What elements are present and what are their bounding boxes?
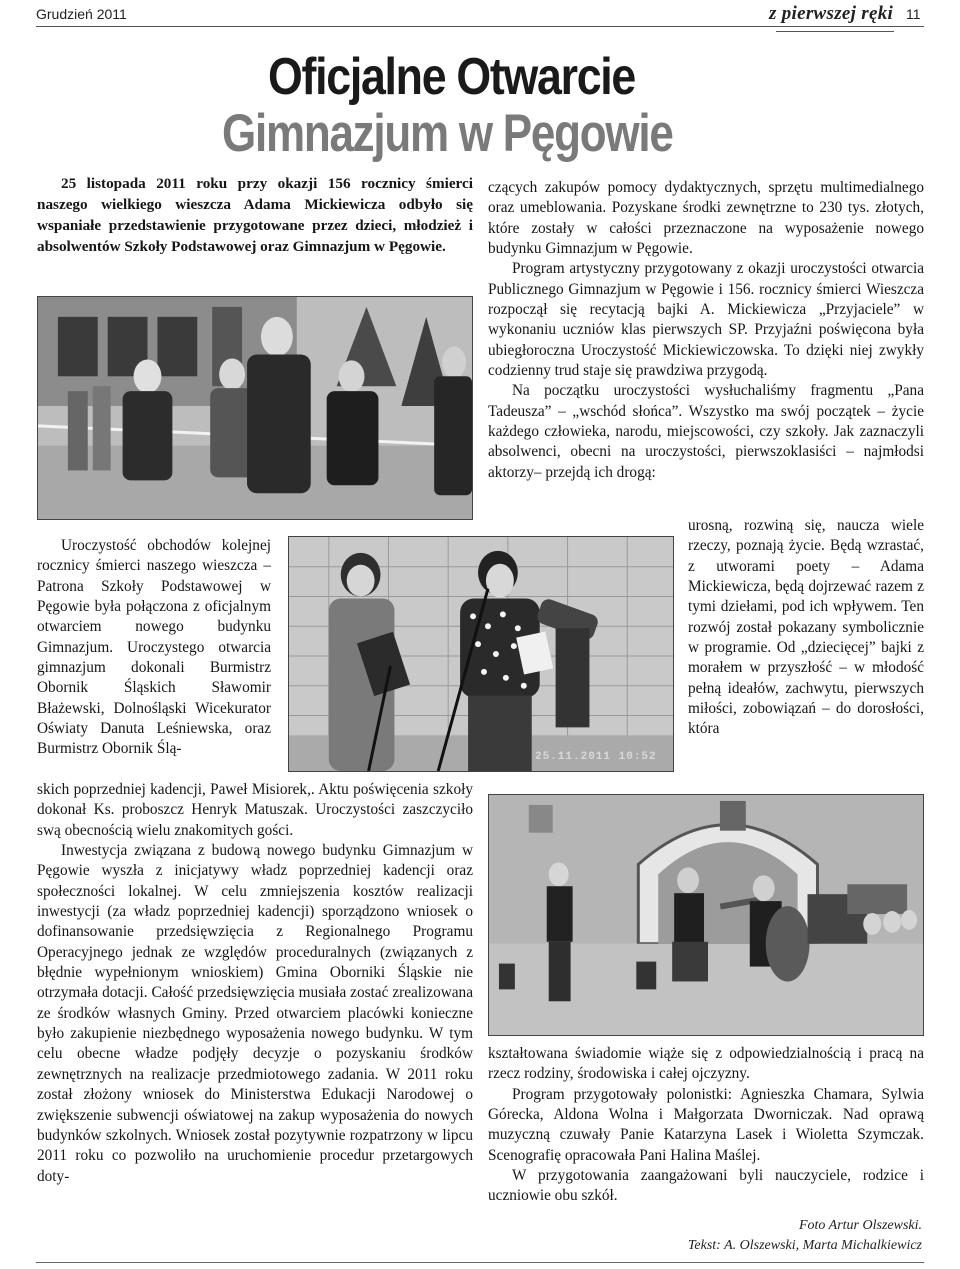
teachers-paragraph: Program przygotowały polonistki: Agnieszka Chamara, Sylwia Górecka, Aldona Wolna i Małgorzata Dworniczak. Nad oprawą muzyczną czuwały Panie Katarzyna Lasek i Wioletta Szymczak. Scenografię opracowała Pani Halina Maślej. — [488, 1085, 924, 1164]
section-underline — [776, 31, 894, 32]
article-title-line2: Gimnazjum w Pęgowie — [222, 104, 673, 163]
footer-rule — [36, 1262, 924, 1263]
right-top-text — [488, 178, 924, 483]
pan-tadeusz-paragraph: Na początku uroczystości wysłuchaliśmy fragmentu „Pana Tadeusza” – „wschód słońca”. Wszystko ma swój początek – życie każdego człowieka, narodu, miejscowości, czy szkoły. Jak zaznaczyli absolwenci, obecni na uroczystości, pierwszoklasiści – najmłodsi aktorzy– przejdą ich drogą: — [488, 382, 924, 481]
issue-date: Grudzień 2011 — [36, 6, 127, 22]
page-number: 11 — [906, 6, 921, 22]
right-narrow-text — [688, 516, 924, 740]
investment-paragraph: Inwestycja związana z budową nowego budynku Gimnazjum w Pęgowie wyszła z inicjatywy władz poprzedniej kadencji oraz społeczności lokalnej. W celu zmniejszenia kosztów realizacji inwestycji (za władz poprzedniej kadencji) sporządzono wniosek o dofinansowanie przedsięwzięcia z Regionalnego Programu Operacyjnego jednak ze względów proceduralnych (związanych z błędnie wypełnionym wnioskiem) Gmina Oborniki Śląskie nie otrzymała dotacji. Całość przedsięwzięcia musiała zostać zrealizowana ze środków własnych Gminy. Przed otwarciem placówki konieczne było zakupienie niezbędnego wyposażenia nowego budynku. W tym celu obecne władze podjęły decyzje o pozyskaniu środków zewnętrznych na realizacje przedmiotowego zadania. W 2011 roku został złożony wniosek do Ministerstwa Edukacji Narodowej o zwiększenie subwencji oświatowej na zakup wyposażenia do nowych budynków szkolnych. Wniosek został pozytywnie rozpatrzony w lipcu 2011 roku co pozwoliło na uruchomienie procedur przetargowych doty- — [37, 842, 473, 1185]
header-rule — [36, 26, 924, 27]
article-title-line1: Oficjalne Otwarcie — [268, 48, 635, 106]
photo-ribbon-cutting — [37, 296, 473, 520]
text-credit: Tekst: A. Olszewski, Marta Michalkiewicz — [687, 1238, 922, 1253]
photo-speech — [288, 536, 674, 772]
program-paragraph: Program artystyczny przygotowany z okazji uroczystości otwarcia Publicznego Gimnazjum w Pęgowie i 156. rocznicy śmierci Wieszcza rozpoczął się recytacją bajki A. Mickiewicza „Przyjaciele” w wykonaniu uczniów klas pierwszych SP. Przyjaźni poświęcona była ubiegłoroczna Uroczystość Mickiewiczowska. To dzięki niej zwykły codzienny trud staje się prawdziwa przygodą. — [488, 260, 924, 380]
photo-timestamp: 25.11.2011 10:52 — [535, 751, 657, 763]
growth-paragraph-continuation: kształtowana świadomie wiąże się z odpowiedzialnością i pracą na rzecz rodziny, środowiska i całej ojczyzny. — [488, 1045, 924, 1083]
involvement-paragraph: W przygotowania zaangażowani byli nauczyciele, rodzice i uczniowie obu szkół. — [488, 1167, 924, 1205]
right-bottom-text — [488, 1044, 924, 1207]
left-wide-text — [37, 780, 473, 1187]
article-lead: 25 listopada 2011 roku przy okazji 156 rocznicy śmierci naszego wielkiego wieszcza Adama Mickiewicza odbyło się wspaniałe przedstawienie przygotowane przez dzieci, młodzież i absolwentów Szkoły Podstawowej oraz Gimnazjum w Pęgowie. — [37, 175, 473, 255]
photo-credit: Foto Artur Olszewski. — [798, 1218, 922, 1233]
section-title: z pierwszej ręki — [769, 3, 894, 24]
photo-concert — [488, 794, 924, 1036]
left-narrow-text — [37, 536, 271, 760]
growth-paragraph: urosną, rozwiną się, naucza wiele rzeczy, poznają życie. Będą wzrastać, z utworami poety – Adama Mickiewicza, będą dojrzewać razem z tymi dziełami, pod ich wpływem. Ten rozwój został pokazany symbolicznie w programie. Od „dziecięcej” bajki z morałem w przyszłość – w młodość pełną ideałów, zachwytu, pierwszych miłości, zobowiązań – do dorosłości, która — [688, 517, 924, 738]
equipment-paragraph: czących zakupów pomocy dydaktycznych, sprzętu multimedialnego oraz umeblowania. Pozyskane środki zewnętrzne to 230 tys. złotych, które zostały w całości przeznaczone na wyposażenie nowego budynku Gimnazjum w Pęgowie. — [488, 179, 924, 258]
opening-paragraph-continuation: skich poprzedniej kadencji, Paweł Misiorek,. Aktu poświęcenia szkoły dokonał Ks. proboszcz Henryk Matuszak. Uroczystości zaszczyciło swą obecnością wielu znakomitych gości. — [37, 781, 473, 839]
opening-paragraph: Uroczystość obchodów kolejnej rocznicy śmierci naszego wieszcza – Patrona Szkoły Podstawowej w Pęgowie była połączona z oficjalnym otwarciem nowego budynku Gimnazjum. Uroczystego otwarcia gimnazjum dokonali Burmistrz Obornik Śląskich Sławomir Błażewski, Dolnośląski Wicekurator Oświaty Danuta Leśniewska, oraz Burmistrz Obornik Ślą- — [37, 537, 271, 758]
